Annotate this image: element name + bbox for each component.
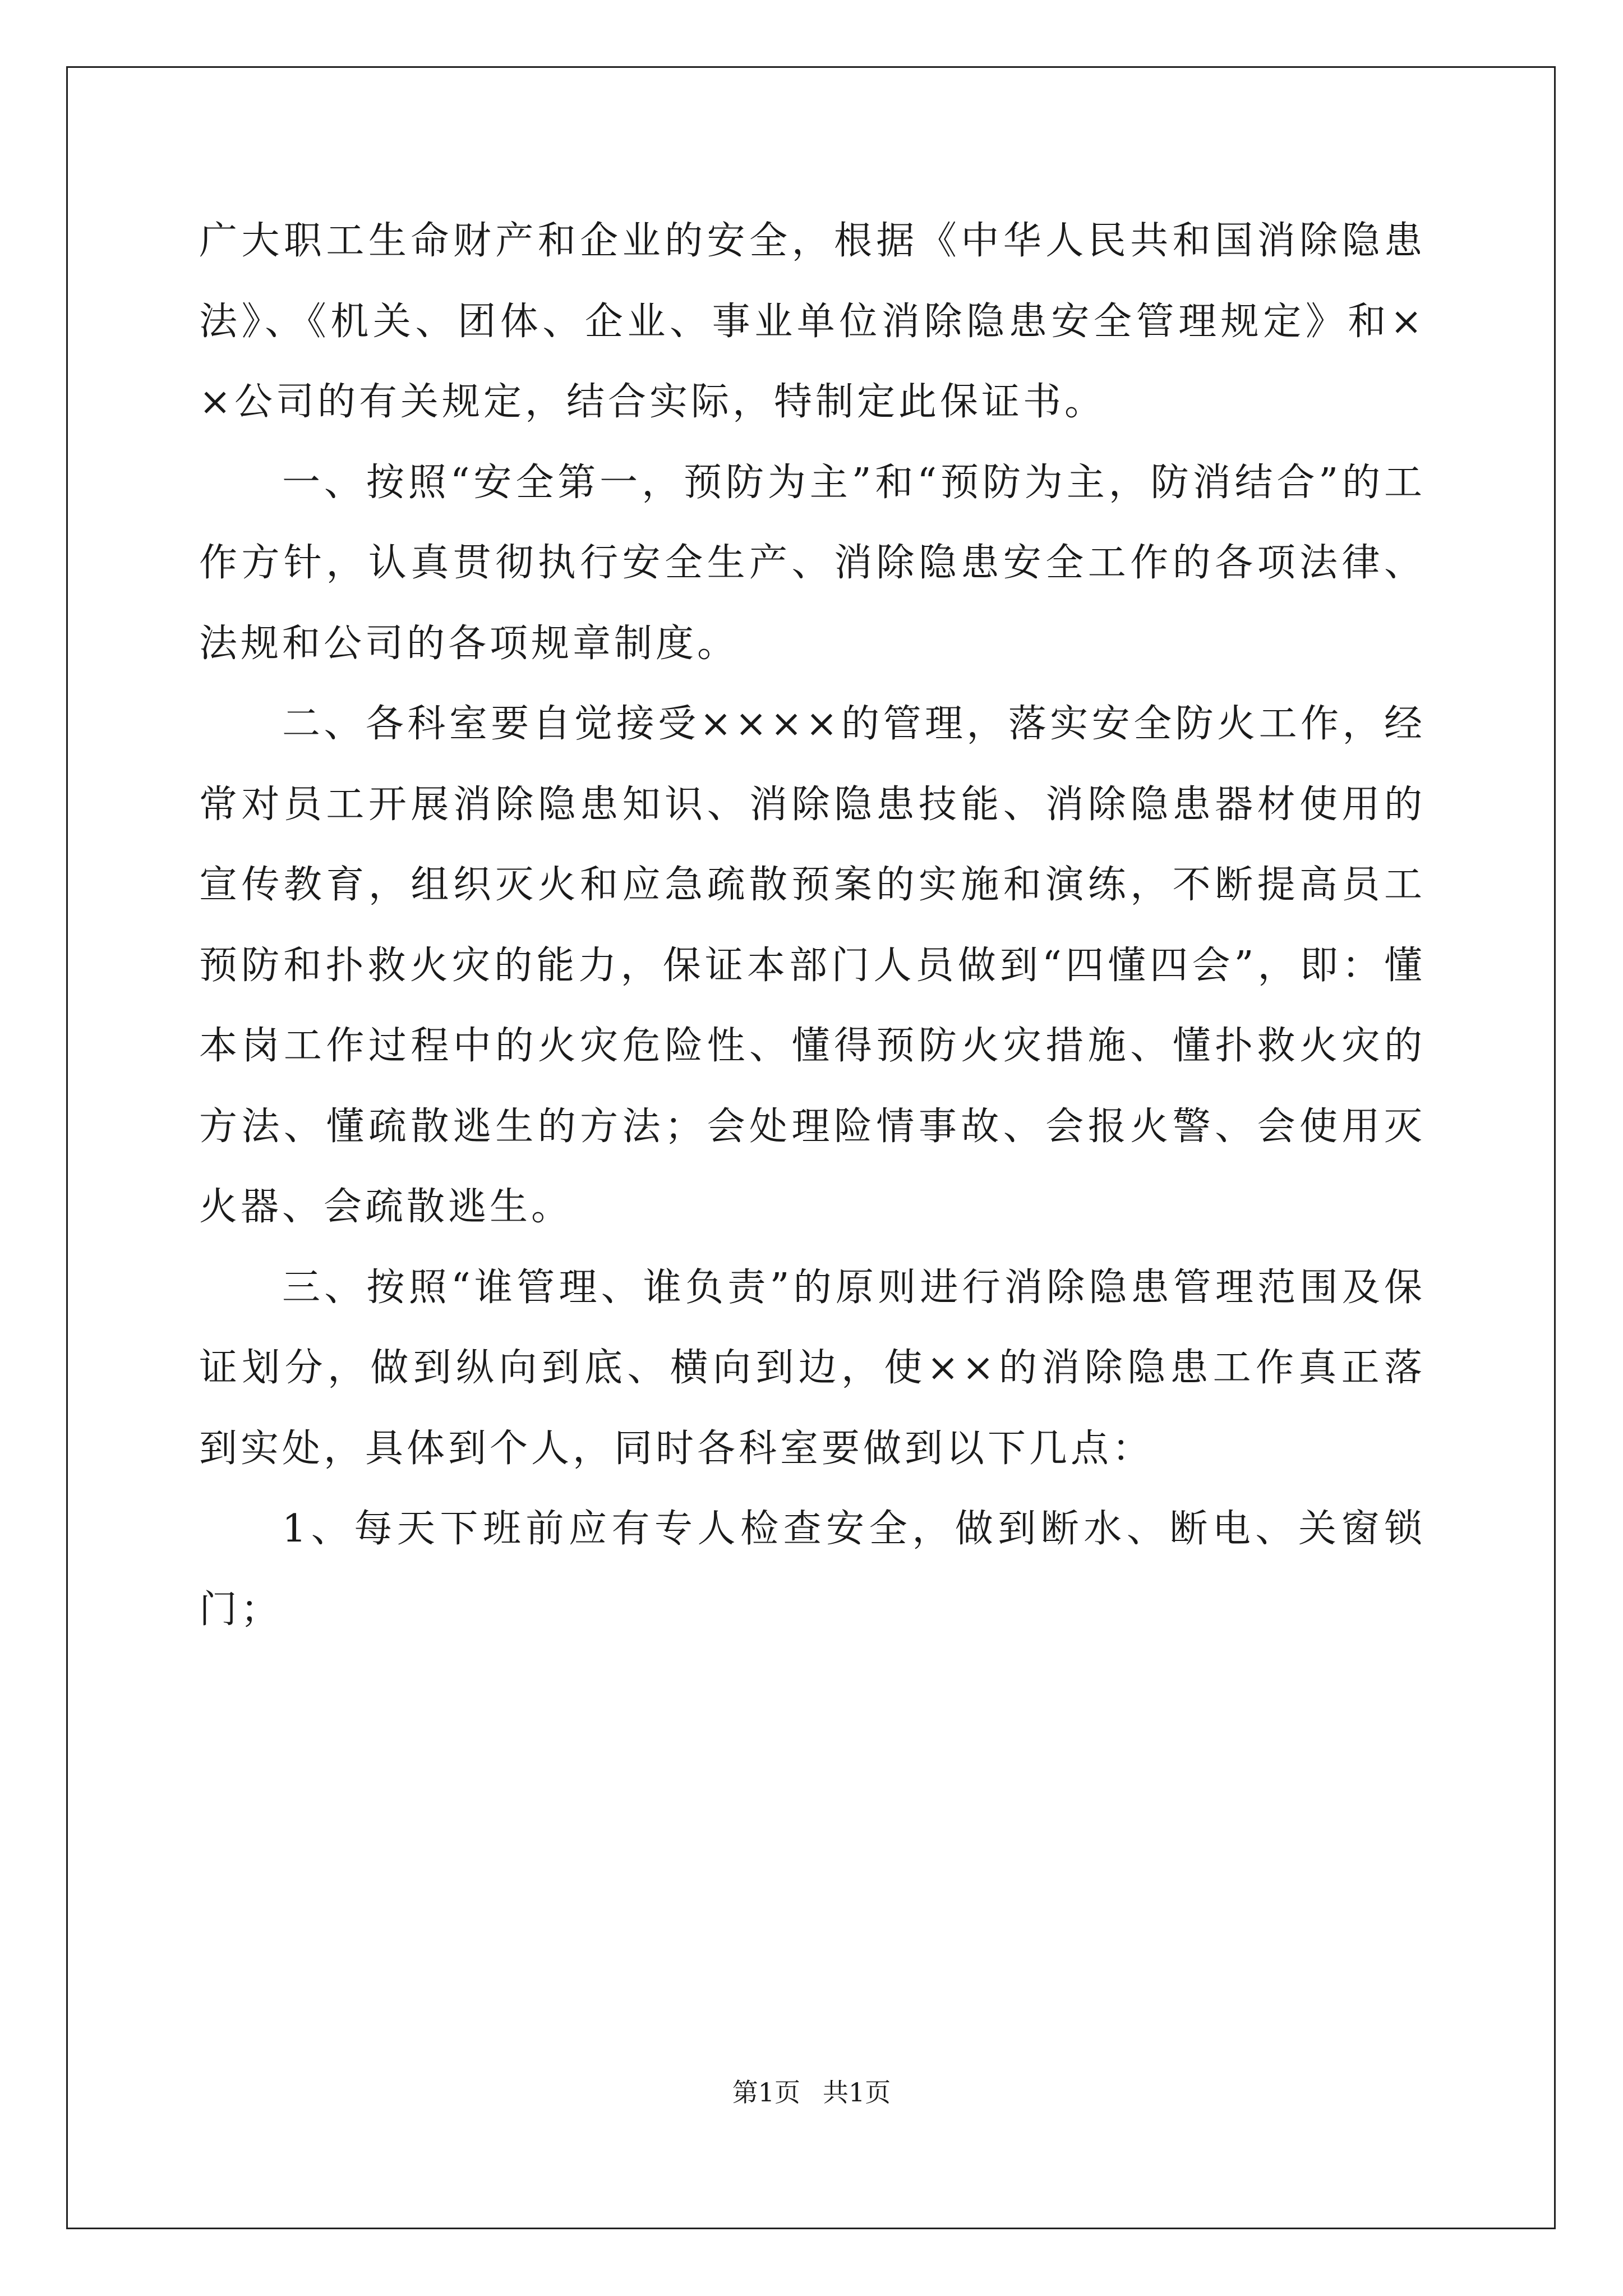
paragraph-subitem-one: 1、每天下班前应有专人检查安全，做到断水、断电、关窗锁门； [199,1507,1426,1632]
page-number-total: 共1页 [823,2077,891,2108]
page-number-current: 第1页 [732,2077,800,2108]
paragraph-item-one: 一、按照“安全第一，预防为主”和“预防为主，防消结合”的工作方针，认真贯彻执行安全生产、消除隐患安全工作的各项法律、法规和公司的各项规章制度。 [199,460,1426,666]
paragraph-item-two: 二、各科室要自觉接受××××的管理，落实安全防火工作，经常对员工开展消除隐患知识、消除隐患技能、消除隐患器材使用的宣传教育，组织灭火和应急疏散预案的实施和演练，不断提高员工预防和扑救火灾的能力，保证本部门人员做到“四懂四会”，即：懂本岗工作过程中的火灾危险性、懂得预防火灾措施、懂扑救火灾的方法、懂疏散逃生的方法；会处理险情事故、会报火警、会使用灭火器、会疏散逃生。 [199,702,1426,1229]
page-footer [0,2076,1623,2109]
paragraph-item-three: 三、按照“谁管理、谁负责”的原则进行消除隐患管理范围及保证划分，做到纵向到底、横向到边，使××的消除隐患工作真正落到实处，具体到个人，同时各科室要做到以下几点： [199,1265,1426,1471]
paragraph-intro: 广大职工生命财产和企业的安全，根据《中华人民共和国消除隐患法》、《机关、团体、企业、事业单位消除隐患安全管理规定》和××公司的有关规定，结合实际，特制定此保证书。 [199,219,1426,424]
document-body [199,201,1426,1650]
